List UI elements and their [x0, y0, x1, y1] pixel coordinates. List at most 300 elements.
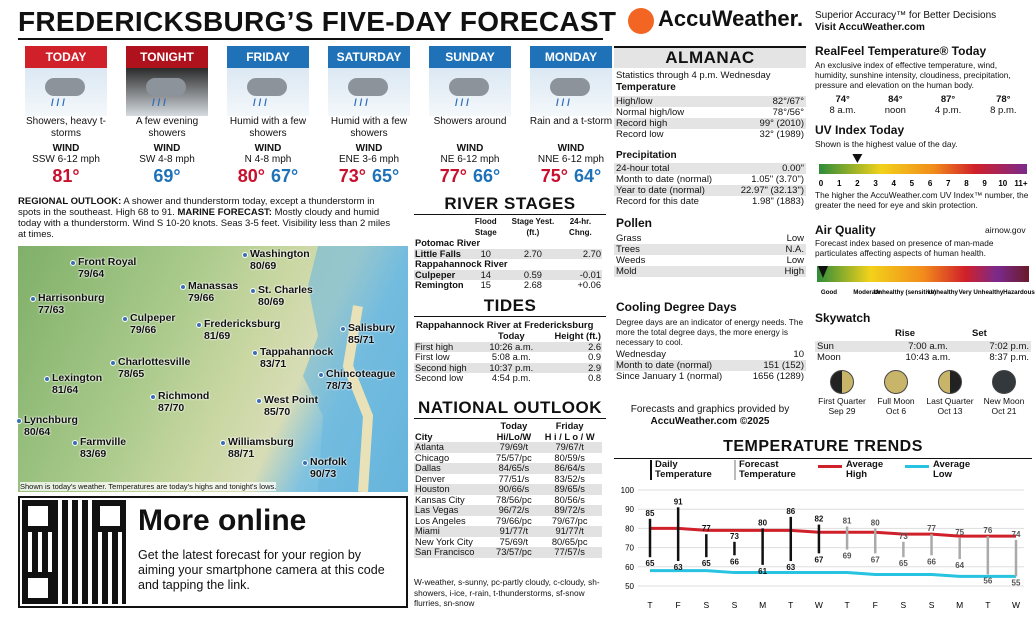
cooling-rows — [614, 349, 806, 382]
y-tick-label: 60 — [625, 562, 634, 572]
high-label: 73 — [730, 531, 739, 541]
showers-icon — [429, 68, 511, 116]
uv-tick: 6 — [927, 179, 933, 188]
map-city — [24, 414, 78, 438]
data-row: Record low 32° (1989) — [616, 129, 804, 140]
wind-value-1: SW 4-8 mph — [139, 154, 195, 165]
cloud-shape — [247, 78, 287, 96]
accuweather-logo: AccuWeather. — [658, 6, 804, 31]
river-row: Little Falls 10 2.70 2.70 — [415, 248, 601, 259]
river-group-rappahannock: Rappahannock River — [415, 259, 508, 269]
national-row: Miami 91/77/t 91/77/t — [414, 526, 602, 537]
wind-label-3: WIND — [355, 143, 383, 154]
accuweather-url: Visit AccuWeather.com — [815, 22, 925, 33]
regional-map — [18, 246, 408, 492]
city-temps: 90/73 — [310, 468, 337, 480]
river-table: Flood Stage Stage Yest. (ft.) 24-hr. Chng. Potomac River Little Falls 10 2.70 2.70 Rappahannock River Culpeper 14 0.59 -0.01 Remington 15 2.68 +0.06 — [415, 217, 601, 290]
x-tick-label: W — [1011, 600, 1021, 610]
sky-row: Sun 7:00 a.m. 7:02 p.m. — [817, 341, 1029, 352]
map-city — [52, 372, 102, 396]
y-tick-label: 90 — [625, 505, 634, 515]
city-dot — [220, 440, 226, 446]
city-temps: 80/69 — [250, 260, 277, 272]
realfeel-desc: An exclusive index of effective temperature, wind, humidity, sunshine intensity, cloudiness, precipitation, pressure and elevation on the human body. — [815, 60, 1011, 90]
sky-row: Moon 10:43 a.m. 8:37 p.m. — [817, 352, 1029, 363]
air-desc: Forecast index based on presence of man-made particulates affecting aspects of human health. — [815, 238, 994, 258]
tides-rule — [414, 316, 606, 317]
city-name: St. Charles — [258, 284, 313, 296]
uv-desc: Shown is the highest value of the day. — [815, 139, 958, 149]
high-label: 82 — [814, 514, 824, 524]
uv-tick: 2 — [855, 179, 860, 188]
precipitation-heading: Precipitation — [616, 150, 677, 161]
data-row: 24-hour total 0.00" — [616, 163, 804, 174]
data-row: Since January 1 (normal) 1656 (1289) — [616, 371, 804, 382]
air-scale — [815, 262, 1035, 304]
tide-row: First low 5:08 a.m. 0.9 — [415, 352, 601, 362]
air-level: Unhealthy — [928, 289, 958, 296]
showers-icon — [328, 68, 410, 116]
city-dot — [44, 376, 50, 382]
river-rule — [414, 214, 606, 215]
map-city — [38, 292, 105, 316]
city-dot — [30, 296, 36, 302]
data-row: Mold High — [616, 266, 804, 277]
city-name: Williamsburg — [228, 436, 294, 448]
cloud-shape — [348, 78, 388, 96]
uv-tick: 7 — [946, 179, 951, 188]
realfeel-title: RealFeel Temperature® Today — [815, 44, 987, 58]
city-temps: 78/65 — [118, 368, 145, 380]
data-row: Year to date (normal) 22.97" (32.13") — [616, 185, 804, 196]
day-condition-2: Humid with a few showers — [229, 116, 307, 139]
city-temps: 83/71 — [260, 358, 287, 370]
city-dot — [122, 316, 128, 322]
moon-phases — [815, 370, 1031, 416]
day-temps-1 — [119, 166, 215, 187]
x-tick-label: T — [985, 600, 991, 610]
city-temps: 85/71 — [348, 334, 375, 346]
x-tick-label: F — [872, 600, 878, 610]
low-label: 69 — [842, 551, 852, 561]
low-label: 66 — [730, 557, 739, 567]
uv-tick: 11+ — [1014, 179, 1028, 188]
low-label: 63 — [673, 563, 683, 573]
day-temps-5 — [523, 166, 619, 187]
page-title: FREDERICKSBURG’S FIVE-DAY FORECAST — [18, 6, 617, 37]
realfeel-item: 74° 8 a.m. — [829, 94, 856, 116]
city-dot — [70, 260, 76, 266]
legend-low-swatch — [905, 465, 929, 468]
national-rule — [414, 418, 606, 419]
x-tick-label: T — [647, 600, 653, 610]
data-row: Wednesday 10 — [616, 349, 804, 360]
air-level: Good — [820, 289, 838, 296]
uv-scale — [815, 152, 1031, 190]
data-row: Trees N.A. — [616, 244, 804, 255]
rain-drops: / / / — [354, 98, 368, 109]
city-dot — [252, 350, 258, 356]
city-dot — [110, 360, 116, 366]
moon-icon — [938, 370, 962, 394]
y-tick-label: 50 — [625, 582, 634, 591]
more-online-title: More online — [138, 504, 307, 537]
day-header-5: MONDAY — [530, 46, 612, 68]
river-row: Culpeper 14 0.59 -0.01 — [415, 269, 601, 280]
high-temp: 77° — [439, 166, 467, 186]
uv-tick: 1 — [836, 179, 842, 188]
uv-bar — [819, 164, 1027, 174]
legend-avg-high: Average High — [846, 459, 884, 480]
air-level: Moderate — [853, 289, 881, 296]
low-label: 67 — [814, 555, 824, 565]
city-temps: 85/70 — [264, 406, 291, 418]
wind-label-1: WIND — [153, 143, 181, 154]
x-tick-label: S — [928, 600, 935, 610]
map-city — [258, 284, 313, 308]
x-tick-label: S — [703, 600, 710, 610]
city-temps: 79/66 — [188, 292, 215, 304]
cooling-title: Cooling Degree Days — [616, 300, 737, 314]
high-label: 80 — [758, 518, 768, 528]
city-name: Lynchburg — [24, 414, 78, 426]
city-name: Fredericksburg — [204, 318, 281, 330]
high-temp: 73° — [338, 166, 366, 186]
city-name: Manassas — [188, 280, 239, 292]
showers-icon — [227, 68, 309, 116]
low-temp: 64° — [574, 166, 602, 186]
map-city — [130, 312, 176, 336]
city-name: Chincoteague — [326, 368, 396, 380]
city-name: Norfolk — [310, 456, 347, 468]
city-name: Culpeper — [130, 312, 176, 324]
city-temps: 88/71 — [228, 448, 255, 460]
wind-label-5: WIND — [557, 143, 585, 154]
temperature-chart — [614, 484, 1032, 612]
moon-icon — [992, 370, 1016, 394]
data-row: Month to date (normal) 1.05" (3.70") — [616, 174, 804, 185]
city-dot — [242, 252, 248, 258]
title-rule — [18, 38, 603, 40]
x-tick-label: T — [788, 600, 794, 610]
city-name: Front Royal — [78, 256, 137, 268]
day-header-1: TONIGHT — [126, 46, 208, 68]
map-note: Shown is today's weather. Temperatures are today's highs and tonight's lows. — [20, 482, 277, 491]
data-row: High/low 82°/67° — [616, 96, 804, 107]
map-city — [228, 436, 294, 460]
cloud-shape — [550, 78, 590, 96]
national-row: Atlanta 79/69/t 79/67/t — [414, 442, 602, 453]
x-tick-label: T — [844, 600, 850, 610]
day-header-4: SUNDAY — [429, 46, 511, 68]
pollen-title: Pollen — [616, 216, 653, 230]
regional-text: A shower and thunderstorm today, except a thunderstorm in spots in the southeast. High 68 to 91. — [18, 196, 375, 218]
day-condition-4: Showers around — [433, 116, 507, 127]
x-tick-label: W — [814, 600, 823, 610]
day-temps-2 — [220, 166, 316, 187]
marine-text: Mostly cloudy and humid today with a thunderstorm. Wind S 10-20 knots. Seas 3-5 feet. Visibility less than 2 miles at times. — [18, 207, 391, 240]
day-header-2: FRIDAY — [227, 46, 309, 68]
cloud-shape — [449, 78, 489, 96]
city-temps: 79/64 — [78, 268, 105, 280]
high-label: 80 — [870, 518, 880, 528]
x-tick-label: S — [731, 600, 738, 610]
city-dot — [302, 460, 308, 466]
city-dot — [16, 418, 22, 424]
air-bar — [817, 266, 1029, 282]
city-dot — [340, 326, 346, 332]
high-label: 75 — [955, 528, 965, 537]
rain-drops: / / / — [556, 98, 570, 109]
x-tick-label: M — [759, 600, 767, 610]
data-row: Grass Low — [616, 233, 804, 244]
national-row: Kansas City 78/56/pc 80/56/s — [415, 494, 585, 505]
wind-label-0: WIND — [52, 143, 80, 154]
city-name: Harrisonburg — [38, 292, 105, 304]
data-row: Record high 99° (2010) — [616, 118, 804, 129]
sky-rows — [815, 341, 1031, 363]
legend-high-swatch — [818, 465, 842, 468]
y-tick-label: 70 — [625, 543, 634, 553]
national-legend: W-weather, s-sunny, pc-partly cloudy, c-cloudy, sh-showers, i-ice, r-rain, t-thunderstorms, sf-snow flurries, sn-snow — [414, 577, 600, 608]
low-temp: 69° — [153, 166, 181, 186]
qr-code[interactable] — [22, 500, 126, 604]
map-city — [204, 318, 280, 342]
accuweather-tagline: Superior Accuracy™ for Better Decisions — [815, 10, 997, 21]
city-name: Lexington — [52, 372, 103, 384]
low-label: 61 — [758, 566, 768, 576]
realfeel-item: 78° 8 p.m. — [990, 94, 1017, 116]
day-temps-4 — [422, 166, 518, 187]
low-temp: 66° — [473, 166, 501, 186]
tides-subtitle: Rappahannock River at Fredericksburg — [416, 320, 594, 331]
temperature-heading: Temperature — [616, 82, 676, 93]
national-row: Houston 90/66/s 89/65/s — [414, 484, 602, 495]
city-dot — [256, 398, 262, 404]
moon-icon — [830, 370, 854, 394]
low-label: 64 — [955, 561, 965, 571]
skywatch-title: Skywatch — [815, 311, 871, 325]
city-name: Farmville — [80, 436, 127, 448]
city-temps: 81/69 — [204, 330, 231, 342]
almanac-title: ALMANAC — [614, 46, 806, 68]
national-row: New York City 75/69/t 80/65/pc — [415, 536, 588, 547]
city-dot — [150, 394, 156, 400]
rain-drops: / / / — [455, 98, 469, 109]
wind-label-4: WIND — [456, 143, 484, 154]
city-name: Washington — [250, 248, 310, 260]
day-condition-3: Humid with a few showers — [330, 116, 408, 139]
x-tick-label: M — [956, 600, 964, 610]
uv-note: The higher the AccuWeather.com UV Index™ number, the greater the need for eye and skin protection. — [815, 190, 1029, 210]
city-temps: 77/63 — [38, 304, 65, 316]
accuweather-sun-icon — [628, 8, 654, 34]
high-label: 73 — [898, 531, 908, 541]
air-level: Very Unhealthy — [958, 289, 1004, 296]
thunderstorm-icon — [25, 68, 107, 116]
cloud-shape — [45, 78, 85, 96]
map-city — [188, 280, 238, 304]
city-name: West Point — [264, 394, 319, 406]
uv-tick: 8 — [964, 179, 969, 188]
wind-value-0: SSW 6-12 mph — [32, 154, 100, 165]
data-row: Month to date (normal) 151 (152) — [616, 360, 804, 371]
night-showers-icon — [126, 68, 208, 116]
legend-avg-low: Average Low — [933, 459, 971, 480]
city-dot — [196, 322, 202, 328]
regional-outlook — [18, 196, 398, 240]
x-tick-label: S — [900, 600, 907, 610]
sky-rise-header: Rise — [895, 328, 916, 339]
air-level: Unhealthy (sensitive) — [873, 289, 937, 296]
realfeel-item: 84° noon — [884, 94, 906, 116]
low-label: 66 — [927, 557, 936, 567]
data-row: Weeds Low — [616, 255, 804, 266]
national-row: San Francisco 73/57/pc 77/57/s — [414, 547, 602, 558]
high-label: 86 — [786, 506, 796, 516]
tides-table: Today Height (ft.) First high 10:26 a.m. 2.6 First low 5:08 a.m. 0.9 Second high 10:37 p.m. 2.9 Second low 4:54 p.m. 0.8 — [415, 331, 601, 383]
moon-icon — [884, 370, 908, 394]
low-label: 63 — [786, 563, 796, 573]
map-city — [348, 322, 395, 346]
city-name: Tappahannock — [260, 346, 334, 358]
high-label: 85 — [645, 508, 655, 518]
wind-value-5: NNE 6-12 mph — [537, 154, 605, 165]
city-temps: 87/70 — [158, 402, 185, 414]
tide-row: Second low 4:54 p.m. 0.8 — [415, 373, 601, 383]
national-row: Chicago 75/57/pc 80/59/s — [415, 452, 585, 463]
map-city — [78, 256, 136, 280]
cooling-desc: Degree days are an indicator of energy needs. The more the total degree days, the more energy is necessary to cool. — [616, 317, 804, 347]
rain-drops: / / / — [51, 98, 65, 109]
high-temp: 80° — [237, 166, 265, 186]
avg-low-line — [650, 571, 1016, 577]
data-row: Normal high/low 78°/56° — [616, 107, 804, 118]
city-temps: 80/69 — [258, 296, 285, 308]
data-row: Record for this date 1.98" (1883) — [616, 196, 804, 207]
regional-label: REGIONAL OUTLOOK: — [18, 196, 122, 207]
air-title: Air Quality — [815, 223, 876, 237]
moon-phase: Last Quarter Oct 13 — [925, 370, 975, 416]
day-temps-0 — [18, 166, 114, 187]
y-tick-label: 80 — [625, 524, 634, 534]
low-label: 56 — [983, 576, 993, 586]
national-row: Los Angeles 79/66/pc 79/67/pc — [415, 515, 588, 526]
credit-line1: Forecasts and graphics provided by — [630, 404, 790, 415]
national-row: Denver 77/51/s 83/52/s — [415, 473, 585, 484]
day-header-3: SATURDAY — [328, 46, 410, 68]
air-source: airnow.gov — [985, 225, 1026, 235]
marine-label: MARINE FORECAST: — [177, 207, 272, 218]
day-condition-5: Rain and a t-storm — [529, 116, 613, 127]
day-condition-1: A few evening showers — [135, 116, 199, 139]
rain-drops: / / / — [152, 98, 166, 109]
day-temps-3 — [321, 166, 417, 187]
high-temp: 81° — [52, 166, 80, 186]
day-condition-0: Showers, heavy t-storms — [25, 116, 107, 139]
uv-tick: 9 — [982, 179, 987, 188]
legend-daily: Daily Temperature — [650, 460, 722, 480]
uv-title: UV Index Today — [815, 123, 905, 137]
city-temps: 81/64 — [52, 384, 79, 396]
map-city — [118, 356, 190, 380]
more-online-text: Get the latest forecast for your region by aiming your smartphone camera at this code and tapping the link. — [138, 548, 385, 592]
low-label: 65 — [898, 559, 908, 569]
national-row: Las Vegas 96/72/s 89/72/s — [414, 505, 602, 516]
uv-tick: 0 — [818, 179, 824, 188]
y-tick-label: 100 — [620, 486, 634, 495]
high-label: 77 — [701, 524, 711, 534]
wind-value-4: NE 6-12 mph — [440, 154, 500, 165]
moon-phase: New Moon Oct 21 — [979, 370, 1029, 416]
city-temps: 83/69 — [80, 448, 107, 460]
uv-tick: 10 — [998, 179, 1008, 188]
realfeel-values — [815, 94, 1031, 116]
tide-row: First high 10:26 a.m. 2.6 — [415, 341, 601, 352]
uv-tick: 5 — [909, 179, 915, 188]
high-label: 91 — [673, 497, 683, 507]
river-row: Remington 15 2.68 +0.06 — [415, 280, 601, 290]
river-group-potomac: Potomac River — [415, 238, 481, 248]
high-label: 74 — [1011, 529, 1021, 539]
realfeel-item: 87° 4 p.m. — [934, 94, 962, 116]
sky-set-header: Set — [972, 328, 987, 339]
legend-forecast: Forecast Temperature — [734, 460, 806, 480]
day-header-0: TODAY — [25, 46, 107, 68]
uv-marker — [852, 154, 862, 163]
moon-phase: Full Moon Oct 6 — [871, 370, 921, 416]
wind-label-2: WIND — [254, 143, 282, 154]
tide-row: Second high 10:37 p.m. 2.9 — [415, 362, 601, 373]
precipitation-rows — [614, 163, 806, 207]
city-temps: 78/73 — [326, 380, 353, 392]
rain-thunder-icon — [530, 68, 612, 116]
trends-title: TEMPERATURE TRENDS — [723, 438, 923, 455]
uv-tick: 4 — [891, 179, 896, 188]
low-label: 55 — [1011, 578, 1021, 588]
map-city — [158, 390, 209, 414]
map-city — [264, 394, 318, 418]
high-label: 77 — [927, 524, 936, 534]
cloud-shape — [146, 78, 186, 96]
low-temp: 67° — [271, 166, 299, 186]
credit-line2: AccuWeather.com ©2025 — [650, 416, 770, 427]
national-title: NATIONAL OUTLOOK — [418, 398, 602, 417]
wind-value-2: N 4-8 mph — [244, 154, 292, 165]
city-name: Salisbury — [348, 322, 396, 334]
x-tick-label: F — [675, 600, 681, 610]
map-city — [250, 248, 310, 272]
wind-value-3: ENE 3-6 mph — [338, 154, 400, 165]
almanac-stats: Statistics through 4 p.m. Wednesday — [616, 70, 771, 81]
high-temp: 75° — [540, 166, 568, 186]
temperature-rows — [614, 96, 806, 140]
map-city — [310, 456, 347, 480]
pollen-rows — [614, 233, 806, 277]
city-dot — [250, 288, 256, 294]
national-row: Dallas 84/65/s 86/64/s — [414, 463, 602, 474]
city-name: Charlottesville — [118, 356, 191, 368]
high-label: 81 — [842, 516, 852, 526]
map-city — [260, 346, 333, 370]
map-city — [326, 368, 395, 392]
city-temps: 79/66 — [130, 324, 157, 336]
city-dot — [318, 372, 324, 378]
air-level: Hazardous — [1003, 289, 1035, 296]
low-label: 65 — [645, 559, 655, 569]
moon-phase: First Quarter Sep 29 — [817, 370, 867, 416]
city-dot — [72, 440, 78, 446]
